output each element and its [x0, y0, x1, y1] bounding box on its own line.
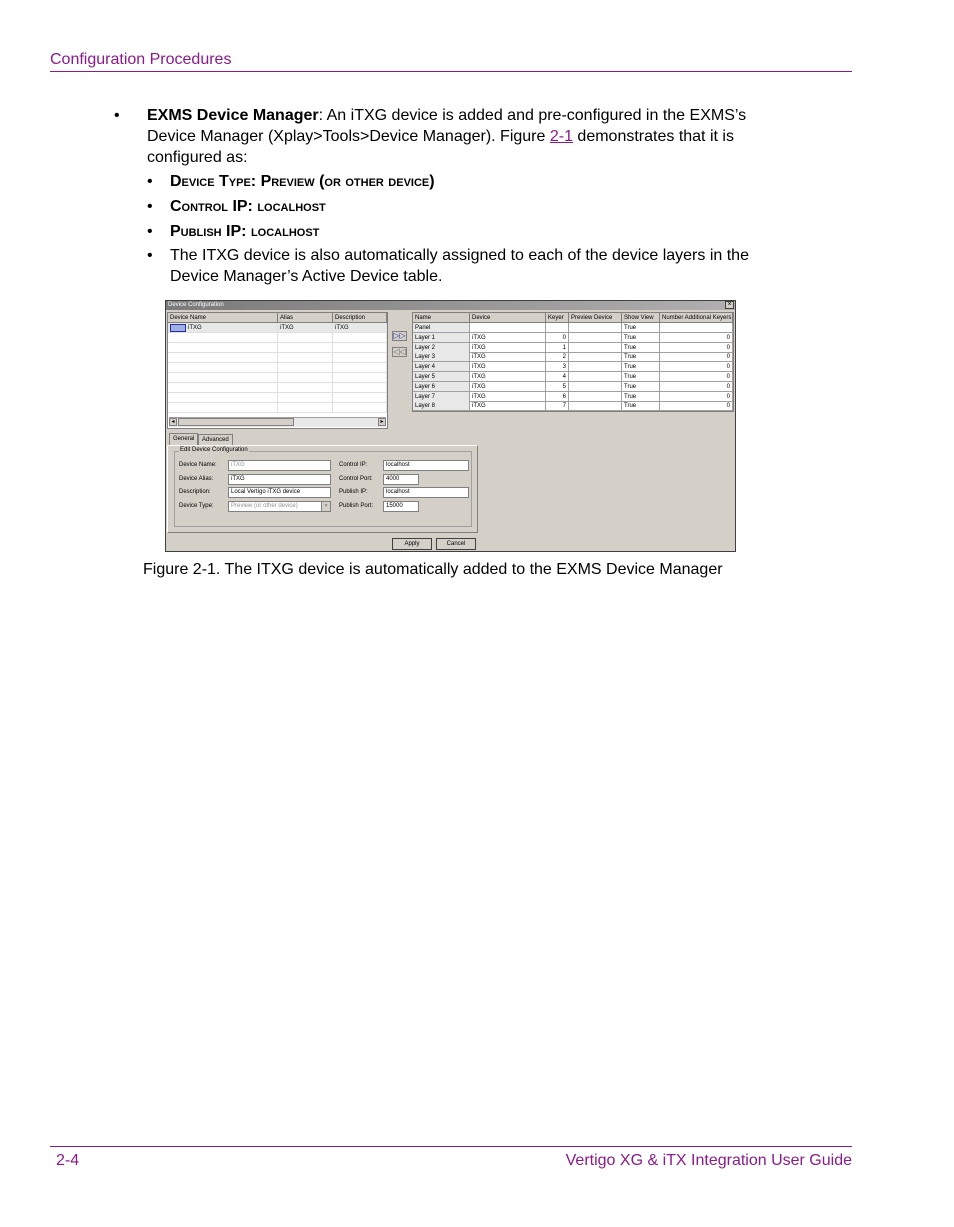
table-cell [546, 323, 569, 333]
table-row[interactable] [413, 333, 733, 343]
control-ip-field[interactable]: localhost [383, 460, 469, 471]
sub-bullet-text: The ITXG device is also automatically assigned to each of the device layers in the Device Manager’s Active Device table. [170, 247, 749, 285]
table-row[interactable] [413, 382, 733, 392]
guide-title: Vertigo XG & iTX Integration User Guide [565, 1152, 852, 1169]
table-cell: Layer 3 [413, 352, 470, 362]
tab-general[interactable]: General [169, 433, 198, 445]
scroll-left-icon[interactable]: ◂ [169, 418, 177, 426]
table-cell: Layer 8 [413, 401, 470, 411]
device-alias-field[interactable]: iTXG [228, 474, 331, 485]
apply-button[interactable]: Apply [392, 538, 432, 550]
table-cell: 0 [660, 401, 733, 411]
table-cell: True [622, 323, 660, 333]
description-cell: iTXG [333, 323, 387, 333]
group-title: Edit Device Configuration [180, 447, 248, 453]
table-cell: 0 [660, 362, 733, 372]
close-icon[interactable]: × [725, 301, 734, 309]
table-cell: 2 [546, 352, 569, 362]
column-header[interactable]: Name [413, 313, 470, 323]
table-cell: 0 [660, 352, 733, 362]
bullet-text: : An iTXG device is added and pre-configured in the EXMS’s Device Manager (Xplay>Tools>Device Manager). Figure [147, 107, 747, 145]
table-cell: 1 [546, 343, 569, 353]
table-cell: 0 [660, 333, 733, 343]
table-cell: 5 [546, 382, 569, 392]
table-cell: iTXG [470, 372, 546, 382]
sub-bullet-text: Publish IP: localhost [170, 223, 320, 240]
bullet-bold-term: EXMS Device Manager [147, 107, 319, 124]
sub-bullet-text: Control IP: localhost [170, 198, 326, 215]
remove-device-button[interactable]: ◁◁ [393, 347, 406, 356]
table-cell: iTXG [470, 382, 546, 392]
table-cell: True [622, 382, 660, 392]
table-cell: Layer 4 [413, 362, 470, 372]
device-type-label: Device Type: [179, 503, 214, 509]
figure-link[interactable]: 2-1 [549, 128, 573, 145]
horizontal-scrollbar[interactable] [169, 417, 386, 427]
description-label: Description: [179, 489, 211, 495]
table-row[interactable] [413, 401, 733, 411]
table-cell: 0 [660, 343, 733, 353]
cancel-button[interactable]: Cancel [436, 538, 476, 550]
table-cell: iTXG [470, 392, 546, 402]
sub-bullet-marker: • [147, 173, 153, 190]
sub-bullet-marker: • [147, 247, 153, 264]
device-name-label: Device Name: [179, 462, 217, 468]
table-cell: 6 [546, 392, 569, 402]
column-header[interactable]: Description [333, 313, 387, 323]
table-cell: True [622, 401, 660, 411]
table-cell [569, 343, 622, 353]
table-cell: iTXG [470, 333, 546, 343]
device-configuration-dialog [165, 300, 736, 552]
column-header[interactable]: Show View [622, 313, 660, 323]
column-header[interactable]: Preview Device [569, 313, 622, 323]
device-type-select[interactable]: Preview (or other device) ▼ [228, 501, 331, 512]
table-cell: 0 [546, 333, 569, 343]
table-cell: True [622, 372, 660, 382]
sub-bullet-marker: • [147, 223, 153, 240]
table-cell: Layer 6 [413, 382, 470, 392]
table-cell: iTXG [470, 401, 546, 411]
table-cell [660, 323, 733, 333]
table-cell: Layer 2 [413, 343, 470, 353]
table-cell: Layer 1 [413, 333, 470, 343]
bullet-paragraph [147, 105, 797, 168]
scroll-right-icon[interactable]: ▸ [378, 418, 386, 426]
column-header[interactable]: Keyer [546, 313, 569, 323]
dialog-title: Device Configuration [168, 302, 224, 308]
table-row[interactable] [413, 343, 733, 353]
add-device-button[interactable]: ▷▷ [393, 331, 406, 340]
footer-rule [50, 1146, 852, 1147]
table-row[interactable] [413, 323, 733, 333]
table-cell [569, 352, 622, 362]
table-cell: True [622, 333, 660, 343]
alias-cell: iTXG [278, 323, 333, 333]
column-header[interactable]: Device [470, 313, 546, 323]
device-name-field[interactable]: iTXG [228, 460, 331, 471]
table-cell: 0 [660, 382, 733, 392]
table-cell [569, 372, 622, 382]
running-header: Configuration Procedures [50, 51, 232, 68]
sub-bullet-marker: • [147, 198, 153, 215]
control-ip-label: Control IP: [339, 462, 368, 468]
column-header[interactable]: Alias [278, 313, 333, 323]
table-cell [569, 333, 622, 343]
header-rule [50, 71, 852, 72]
table-cell [569, 362, 622, 372]
device-icon [170, 324, 186, 332]
table-cell: Panel [413, 323, 470, 333]
scroll-thumb[interactable] [178, 418, 294, 426]
table-header-row [413, 313, 733, 323]
table-cell [569, 323, 622, 333]
table-cell: iTXG [470, 343, 546, 353]
device-alias-label: Device Alias: [179, 476, 214, 482]
publish-port-label: Publish Port: [339, 503, 374, 509]
table-cell: True [622, 362, 660, 372]
active-device-layer-table [412, 312, 734, 412]
tab-advanced[interactable]: Advanced [198, 434, 233, 445]
table-cell [569, 392, 622, 402]
table-cell: 0 [660, 392, 733, 402]
publish-ip-field[interactable]: localhost [383, 487, 469, 498]
chevron-down-icon[interactable]: ▼ [321, 502, 330, 511]
table-header-row [168, 313, 387, 323]
dialog-title-bar [166, 301, 735, 310]
page-number: 2-4 [56, 1152, 80, 1169]
column-header[interactable]: Device Name [168, 313, 278, 323]
table-cell: True [622, 343, 660, 353]
table-cell [569, 382, 622, 392]
table-row[interactable] [413, 352, 733, 362]
table-cell: iTXG [470, 362, 546, 372]
figure-caption: Figure 2-1. The ITXG device is automatically added to the EXMS Device Manager [143, 561, 723, 578]
bullet-text-end: demonstrates that it is configured as: [147, 128, 734, 166]
table-row[interactable] [413, 372, 733, 382]
table-cell: 3 [546, 362, 569, 372]
table-row[interactable] [413, 362, 733, 372]
table-cell: iTXG [470, 352, 546, 362]
table-cell: 0 [660, 372, 733, 382]
table-cell [569, 401, 622, 411]
control-port-label: Control Port: [339, 476, 373, 482]
table-cell [470, 323, 546, 333]
table-cell: 7 [546, 401, 569, 411]
device-name-cell: iTXG [168, 323, 278, 333]
control-port-field[interactable]: 4000 [383, 474, 419, 485]
sub-bullet-text: Device Type: Preview (or other device) [170, 173, 435, 190]
table-cell: 4 [546, 372, 569, 382]
edit-device-configuration-group [174, 447, 472, 527]
table-row[interactable] [168, 323, 387, 333]
publish-port-field[interactable]: 15000 [383, 501, 419, 512]
device-list-table [167, 312, 388, 429]
table-cell: Layer 5 [413, 372, 470, 382]
column-header[interactable]: Number Additional Keyers [662, 315, 732, 321]
bullet-marker: • [114, 107, 120, 124]
publish-ip-label: Publish IP: [339, 489, 368, 495]
table-row[interactable] [413, 392, 733, 402]
table-cell: True [622, 352, 660, 362]
table-cell: True [622, 392, 660, 402]
general-tab-panel [167, 445, 478, 533]
table-cell: Layer 7 [413, 392, 470, 402]
description-field[interactable]: Local Vertigo iTXG device [228, 487, 331, 498]
